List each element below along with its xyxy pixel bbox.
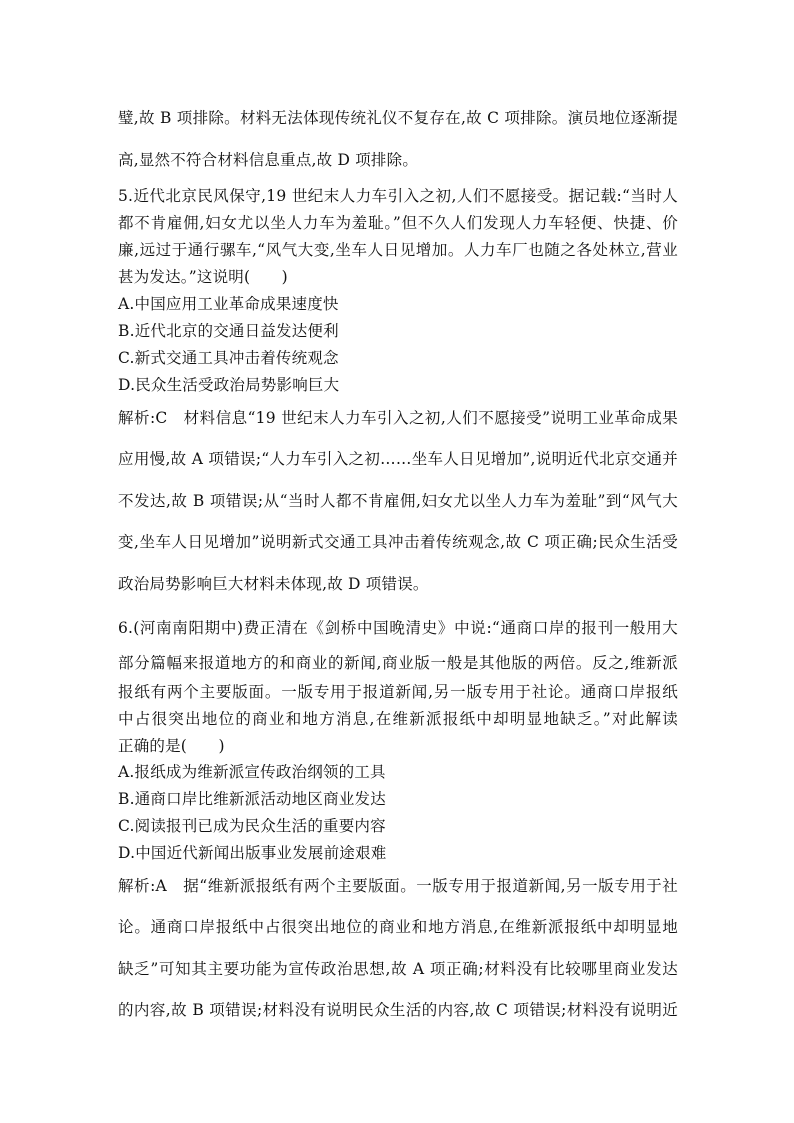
- q6-stem-line-3: 报纸有两个主要版面。一版专用于报道新闻,另一版专用于社论。通商口岸报纸: [118, 683, 678, 701]
- q6-analysis-line-1: 解析:A 据“维新派报纸有两个主要版面。一版专用于报道新闻,另一版专用于社: [118, 877, 678, 895]
- q5-stem-line-4: 甚为发达。”这说明( ): [118, 268, 288, 286]
- q6-option-c: C.阅读报刊已成为民众生活的重要内容: [118, 817, 386, 835]
- q5-option-a: A.中国应用工业革命成果速度快: [118, 295, 339, 313]
- q6-option-d: D.中国近代新闻出版事业发展前途艰难: [118, 844, 387, 862]
- q5-stem-line-1: 5.近代北京民风保守,19 世纪末人力车引入之初,人们不愿接受。据记载:“当时人: [118, 187, 678, 205]
- q6-stem-line-5: 正确的是( ): [118, 737, 225, 755]
- q6-analysis-line-4: 的内容,故 B 项错误;材料没有说明民众生活的内容,故 C 项错误;材料没有说明近: [118, 1001, 678, 1019]
- q6-stem-line-2: 部分篇幅来报道地方的和商业的新闻,商业版一般是其他版的两倍。反之,维新派: [118, 654, 678, 672]
- q5-analysis-line-1: 解析:C 材料信息“19 世纪末人力车引入之初,人们不愿接受”说明工业革命成果: [118, 409, 678, 427]
- q5-option-c: C.新式交通工具冲击着传统观念: [118, 349, 339, 367]
- q6-option-a: A.报纸成为维新派宣传政治纲领的工具: [118, 763, 386, 781]
- q6-option-b: B.通商口岸比维新派活动地区商业发达: [118, 790, 386, 808]
- q5-stem-line-2: 都不肯雇佣,妇女尤以坐人力车为羞耻。”但不久人们发现人力车轻便、快捷、价: [118, 214, 678, 232]
- q5-analysis-line-3: 不发达,故 B 项错误;从“当时人都不肯雇佣,妇女尤以坐人力车为羞耻”到“风气大: [118, 492, 678, 510]
- q5-analysis-line-5: 政治局势影响巨大材料未体现,故 D 项错误。: [118, 575, 429, 593]
- carryover-line-1: 璧,故 B 项排除。材料无法体现传统礼仪不复存在,故 C 项排除。演员地位逐渐提: [118, 109, 678, 127]
- q5-analysis-line-2: 应用慢,故 A 项错误;“人力车引入之初……坐车人日见增加”,说明近代北京交通并: [118, 450, 678, 468]
- q6-stem-line-1: 6.(河南南阳期中)费正清在《剑桥中国晚清史》中说:“通商口岸的报刊一般用大: [118, 619, 678, 637]
- q5-analysis-line-4: 变,坐车人日见增加”说明新式交通工具冲击着传统观念,故 C 项正确;民众生活受: [118, 533, 678, 551]
- q5-option-d: D.民众生活受政治局势影响巨大: [118, 376, 340, 394]
- q6-stem-line-4: 中占很突出地位的商业和地方消息,在维新派报纸中却明显地缺乏。”对此解读: [118, 710, 678, 728]
- q6-analysis-line-3: 缺乏”可知其主要功能为宣传政治思想,故 A 项正确;材料没有比较哪里商业发达: [118, 960, 678, 978]
- carryover-line-2: 高,显然不符合材料信息重点,故 D 项排除。: [118, 151, 419, 169]
- q5-option-b: B.近代北京的交通日益发达便利: [118, 322, 339, 340]
- q5-stem-line-3: 廉,远过于通行骡车,“风气大变,坐车人日见增加。人力车厂也随之各处林立,营业: [118, 241, 678, 259]
- q6-analysis-line-2: 论。通商口岸报纸中占很突出地位的商业和地方消息,在维新派报纸中却明显地: [118, 918, 678, 936]
